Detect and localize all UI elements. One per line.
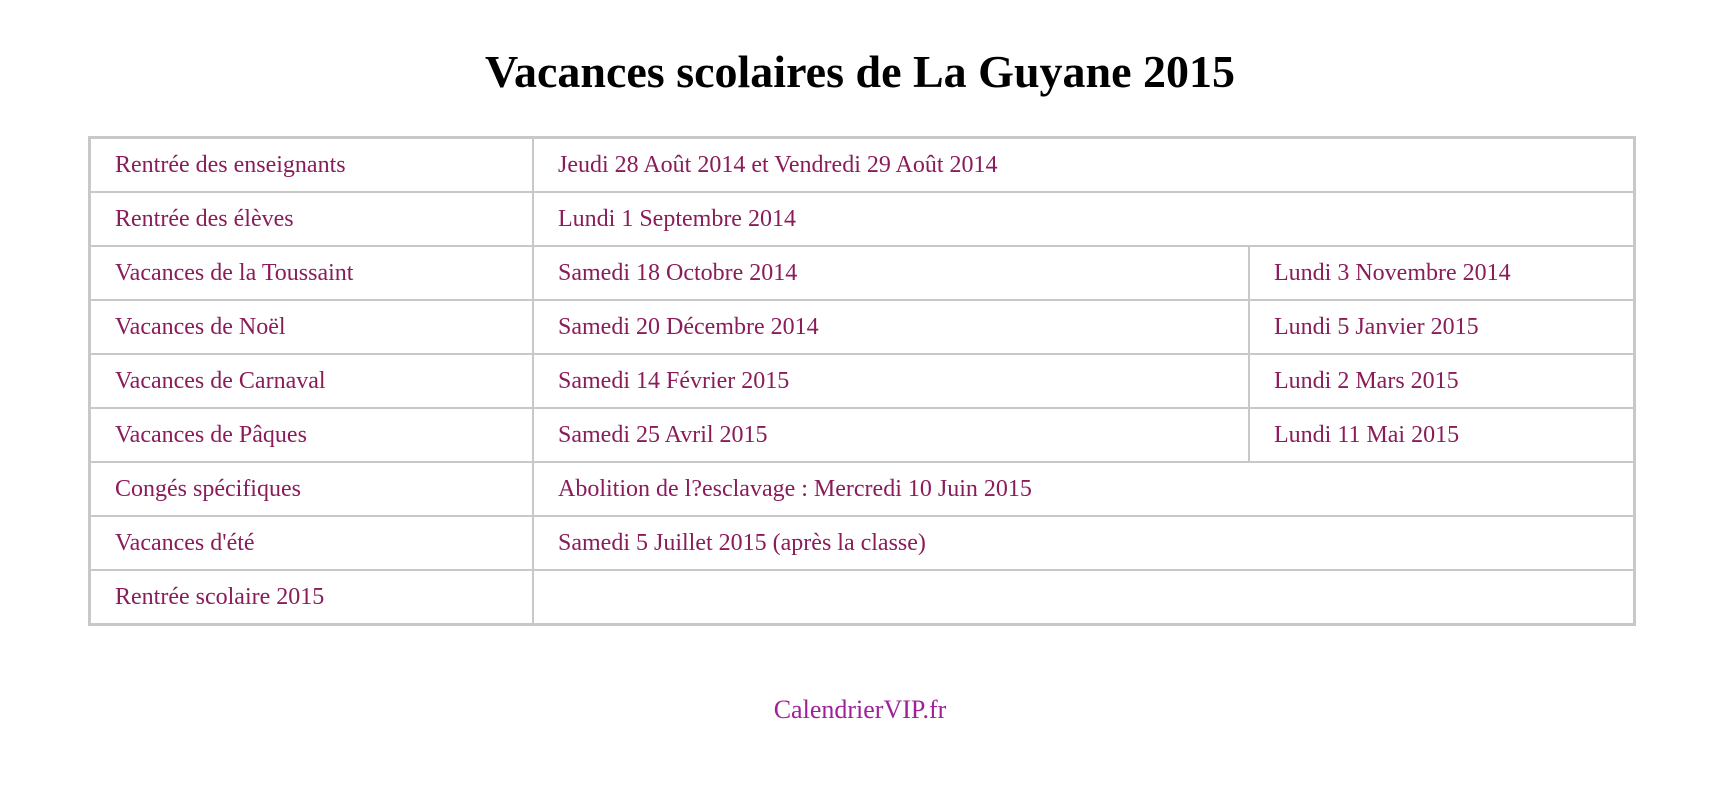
row-end-date: Lundi 5 Janvier 2015 [1249, 300, 1635, 354]
page-title: Vacances scolaires de La Guyane 2015 [484, 46, 1236, 97]
table-row [90, 462, 1635, 516]
row-label: Congés spécifiques [90, 462, 534, 516]
table-row [90, 138, 1635, 193]
row-start-date: Samedi 20 Décembre 2014 [533, 300, 1249, 354]
row-start-date: Samedi 14 Février 2015 [533, 354, 1249, 408]
row-label: Vacances de Pâques [90, 408, 534, 462]
table-row [90, 408, 1635, 462]
row-label: Rentrée scolaire 2015 [90, 570, 534, 625]
table-row [90, 246, 1635, 300]
row-end-date: Lundi 11 Mai 2015 [1249, 408, 1635, 462]
row-end-date: Lundi 2 Mars 2015 [1249, 354, 1635, 408]
row-label: Vacances de la Toussaint [90, 246, 534, 300]
table-row [90, 300, 1635, 354]
row-value [533, 570, 1635, 625]
row-value: Lundi 1 Septembre 2014 [533, 192, 1635, 246]
row-start-date: Samedi 18 Octobre 2014 [533, 246, 1249, 300]
row-label: Vacances de Noël [90, 300, 534, 354]
table-row [90, 192, 1635, 246]
row-value: Jeudi 28 Août 2014 et Vendredi 29 Août 2014 [533, 138, 1635, 193]
table-row [90, 354, 1635, 408]
row-value: Samedi 5 Juillet 2015 (après la classe) [533, 516, 1635, 570]
row-label: Vacances d'été [90, 516, 534, 570]
table-row [90, 570, 1635, 625]
row-label: Rentrée des élèves [90, 192, 534, 246]
school-holidays-table [88, 136, 1636, 626]
row-label: Vacances de Carnaval [90, 354, 534, 408]
row-value: Abolition de l?esclavage : Mercredi 10 Juin 2015 [533, 462, 1635, 516]
table-row [90, 516, 1635, 570]
row-end-date: Lundi 3 Novembre 2014 [1249, 246, 1635, 300]
row-start-date: Samedi 25 Avril 2015 [533, 408, 1249, 462]
site-credit: CalendrierVIP.fr [773, 695, 947, 724]
row-label: Rentrée des enseignants [90, 138, 534, 193]
